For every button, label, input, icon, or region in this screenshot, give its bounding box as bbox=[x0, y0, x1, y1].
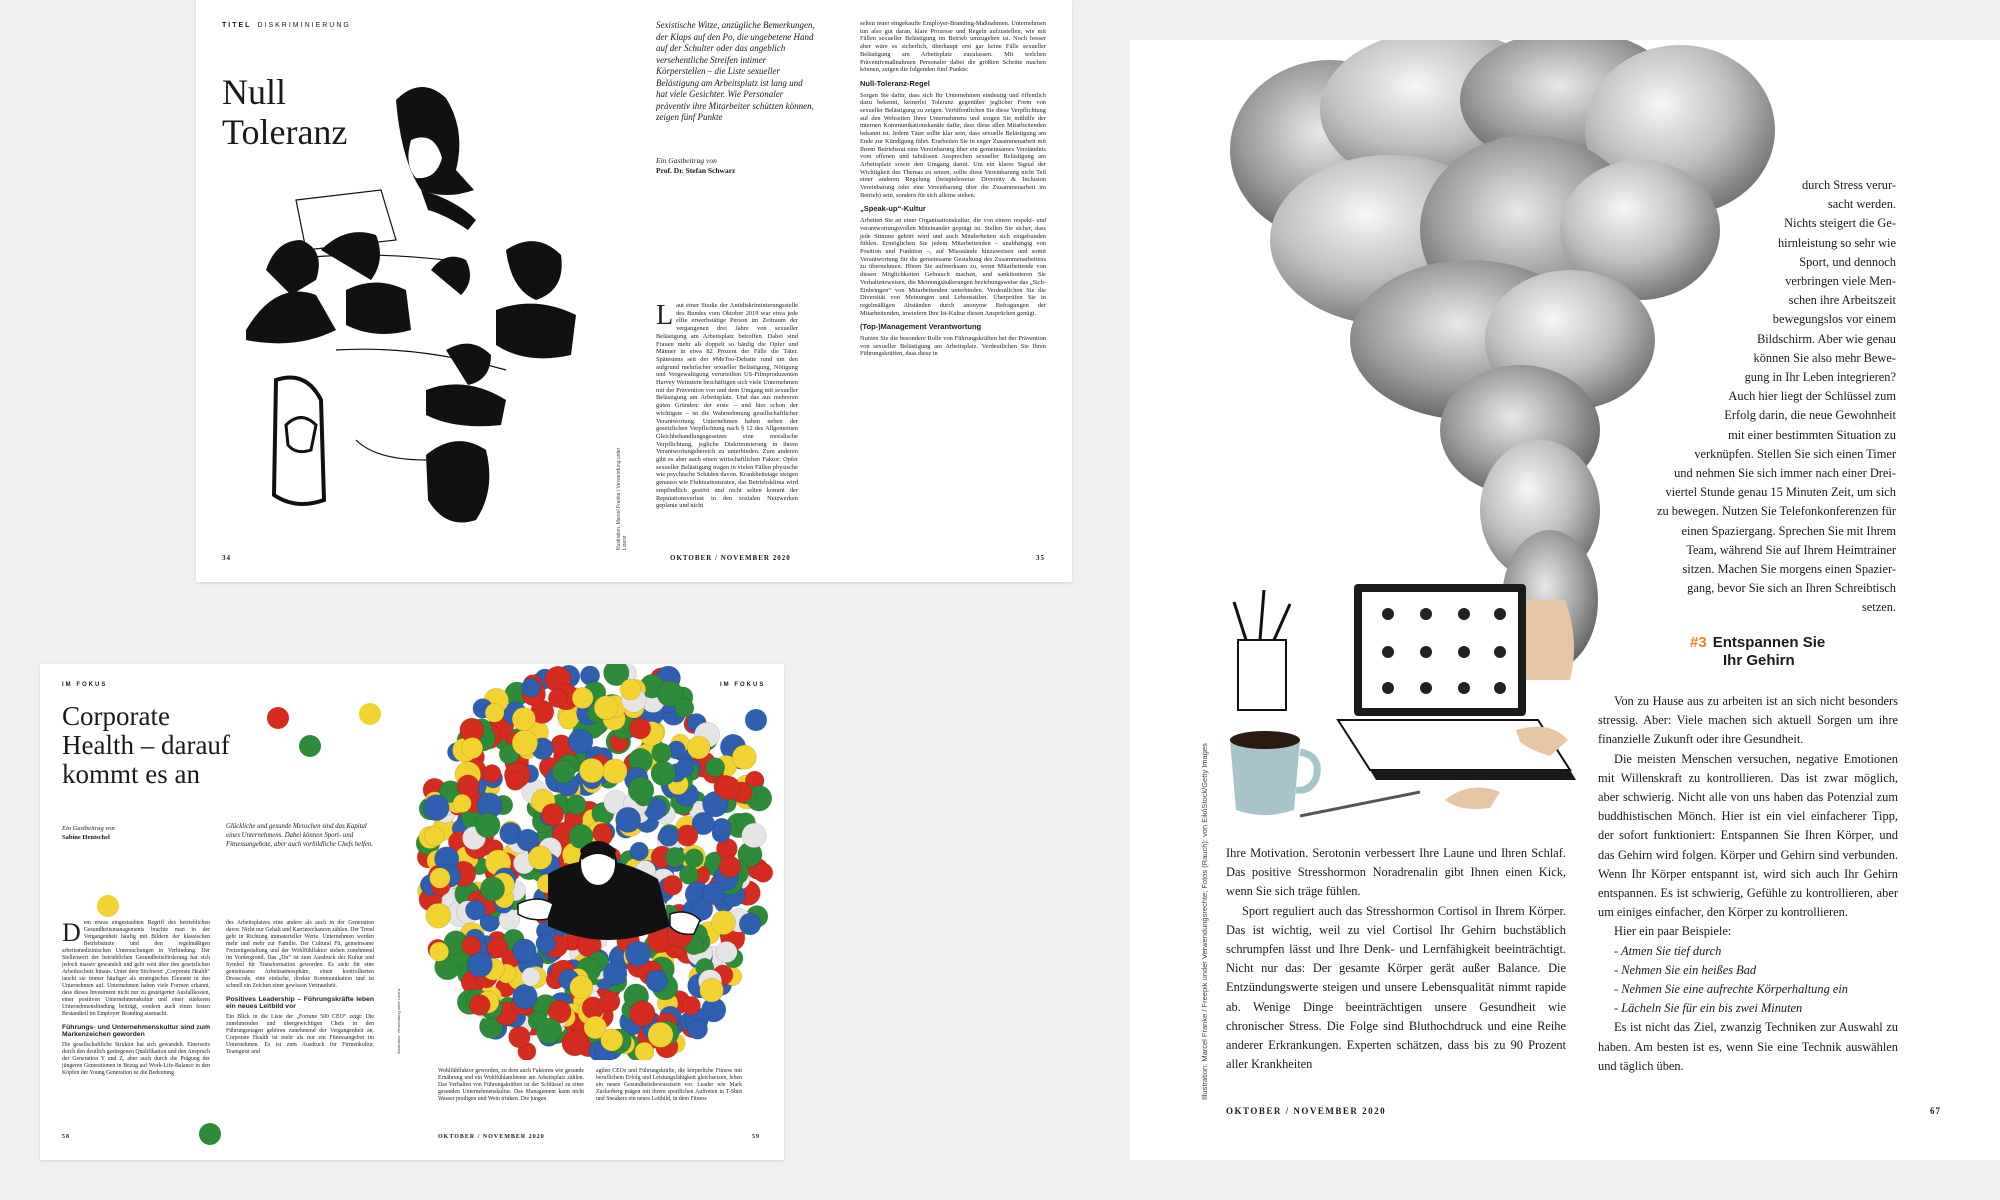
ball bbox=[676, 759, 694, 777]
right-top-line: und nehmen Sie sich immer nach einer Drei- bbox=[1674, 466, 1896, 481]
right-column-top bbox=[1566, 176, 1896, 618]
ball bbox=[712, 818, 731, 837]
subhead-1-text: Sorgen Sie dafür, dass sich Ihr Unternehmen eindeutig und öffentlich dazu bekennt, keinerlei Toleranz gegenüber jeglicher Form von sexueller Belästigung zu zeigen. Veröffentlichen Sie diese Verpflichtung auf den Webseiten Ihres Unternehmens und sorgen Sie mithilfe der internen Kommunikationskanäle dafür, dass diese allen Mitarbeitenden bekannt ist. Jedem Täter sollte klar sein, dass sexuelle Belästigung am Ende zur Kündigung führt. Erarbeiten Sie in enger Zusammenarbeit mit Ihrem Betriebsrat eine Vereinbarung über ein gemeinsames Verständnis vom offenen und tabulosen Ansprechen sexueller Belästigung am Arbeitsplatz sowie den Umgang damit. Um ein klares Signal der Wichtigkeit des Themas zu setzen, sollte diese Vereinbarung nicht Teil einer anderen Regelung (beispielsweise Diversity & Inclusion Vereinbarung oder eine Vereinbarung über die Zusammenarbeit im Betrieb) sein, sondern für sich alleine stehen. bbox=[860, 91, 1046, 199]
ball bbox=[753, 863, 772, 882]
subhead-management: (Top-)Management Verantwortung bbox=[860, 322, 982, 332]
ball bbox=[630, 842, 649, 861]
laptop-video-call-illustration bbox=[1220, 580, 1590, 840]
subhead-leadership: Positives Leadership – Führungskräfte leben ein neues Leitbild vor bbox=[226, 996, 374, 1010]
ball-pit-illustration bbox=[408, 664, 784, 1060]
ball bbox=[570, 976, 593, 999]
ball bbox=[716, 941, 737, 962]
ball bbox=[703, 882, 725, 904]
ball bbox=[675, 698, 694, 717]
page-number-left: 34 bbox=[222, 554, 231, 562]
ball bbox=[548, 689, 567, 708]
ball bbox=[662, 875, 682, 895]
byline-name: Prof. Dr. Stefan Schwarz bbox=[656, 166, 736, 175]
right-top-line: hirnleistung so sehr wie bbox=[1777, 235, 1896, 250]
ball bbox=[682, 996, 701, 1015]
ball bbox=[483, 765, 501, 783]
byline-label: Ein Gastbeitrag von bbox=[656, 156, 717, 165]
article-column-2 bbox=[860, 20, 1046, 360]
ball bbox=[600, 991, 620, 1011]
office-people-illustration bbox=[206, 80, 626, 550]
kicker-left: IM FOKUS bbox=[62, 682, 108, 688]
paragraph-3: Hier ein paar Beispiele: bbox=[1614, 924, 1732, 939]
ball bbox=[679, 865, 698, 884]
paragraph-4: Es ist nicht das Ziel, zwanzig Techniken zur Auswahl zu haben. Am besten ist es, wenn Sie eine Technik auswählen und täglich üben. bbox=[1598, 1020, 1898, 1073]
ball bbox=[509, 1026, 531, 1048]
ball bbox=[453, 794, 471, 812]
right-top-line: verbringen viele Men- bbox=[1785, 274, 1896, 289]
ball bbox=[635, 1042, 654, 1060]
ball bbox=[512, 707, 535, 730]
right-top-line: gung in Ihr Leben integrieren? bbox=[1744, 370, 1896, 385]
right-top-line: einen Spaziergang. Sprechen Sie mit Ihrem bbox=[1681, 523, 1896, 538]
example-1: - Atmen Sie tief durch bbox=[1614, 943, 1722, 958]
right-top-line: Auch hier liegt der Schlüssel zum bbox=[1728, 389, 1896, 404]
ball bbox=[685, 849, 704, 868]
page-number-right: 59 bbox=[752, 1134, 760, 1140]
subhead-speak-up: „Speak-up“-Kultur bbox=[860, 204, 926, 214]
ball bbox=[652, 743, 672, 763]
pen-holder bbox=[1234, 590, 1290, 710]
ball bbox=[687, 736, 710, 759]
section-number: #3 bbox=[1690, 634, 1707, 651]
ball bbox=[558, 709, 578, 729]
paragraph-2: Die meisten Menschen versuchen, negative Emotionen mit Willenskraft zu kontrollieren. Das ist zwar möglich, aber schwierig. Nicht alle von uns haben das Potenzial zum buddhistischen Mönch. Hier ist ein viel einfacherer Tipp, der sofort funktioniert: Entspannen Sie Ihren Körper, und das Gehirn wird folgen. Körper und Gehirn sind verbunden. Wenn Ihr Körper entspannt ist, wird sich auch Ihr Gehirn entspannen. Es ist schwierig, Gefühle zu kontrollieren, aber um einiges einfacher, den Körper zu kontrollieren. bbox=[1598, 751, 1898, 920]
ball bbox=[462, 936, 481, 955]
ball bbox=[602, 759, 627, 784]
ball bbox=[475, 813, 500, 838]
ball bbox=[719, 856, 741, 878]
ball bbox=[423, 795, 449, 821]
dropcap: D bbox=[62, 918, 81, 947]
right-top-line: Erfolg darin, die neue Gewohnheit bbox=[1724, 408, 1896, 423]
ball bbox=[572, 687, 593, 708]
ball bbox=[513, 984, 538, 1009]
section-title-line-1: Entspannen Sie bbox=[1712, 634, 1826, 651]
ball bbox=[616, 807, 641, 832]
ball bbox=[620, 679, 641, 700]
ball bbox=[521, 678, 540, 697]
right-top-line: durch Stress verur- bbox=[1801, 178, 1896, 192]
right-top-line: Sport, und dennoch bbox=[1799, 254, 1896, 269]
laptop bbox=[1338, 584, 1576, 809]
title-line-2: Health – darauf bbox=[62, 730, 230, 760]
illustration-credit: Illustration: Marcel Franke / Verwendung unter Lizenz bbox=[616, 447, 628, 550]
ball bbox=[579, 758, 604, 783]
ball bbox=[567, 795, 587, 815]
paragraph-1: Von zu Hause aus zu arbeiten ist an sich nicht besonders stressig. Aber: Viele machen sich aktuell Sorgen um ihre finanzielle Zukunft oder ihre Gesundheit. bbox=[1598, 694, 1898, 747]
ball bbox=[430, 868, 451, 889]
col1-text: em etwas eingestaubten Begriff des betrieblichen Gesundheitsmanagements brachte man in der Vergangenheit häufig mit Bildern der klassischen Betriebsärzte und den regelmäßigen arbeitsmedizinischen Untersuchungen in Verbindung. Der Stellenwert der betrieblichen Gesundheitsförderung hat sich jedoch massiv gewandelt und geht weit über den gesetzlichen Arbeitsschutz hinaus. Unter dem Stichwort „Corporate Health“ taucht sie immer häufiger als strategisches Element in den Unternehmen auf. Unternehmen haben viele Formen erkannt, dass dieses Investment nicht nur zu gesteigerter Ausfallkosten, einer positiven Unternehmenskultur und einer stärkeren Unternehmensbindung beiträgt, sondern auch einen festen Bestandteil im Employer Branding ausmacht. bbox=[62, 920, 210, 1017]
ball bbox=[739, 913, 761, 935]
ball bbox=[646, 970, 668, 992]
right-top-line: sitzen. Machen Sie morgens einen Spazier- bbox=[1682, 562, 1896, 577]
ball bbox=[542, 804, 564, 826]
title-line-1: Null bbox=[222, 72, 287, 112]
right-top-line: verknüpfen. Stellen Sie sich einen Timer bbox=[1694, 446, 1896, 461]
ball bbox=[513, 939, 537, 963]
left-paragraph-2: Sport reguliert auch das Stresshormon Cortisol in Ihrem Körper. Das ist wichtig, weil zu viel Cortisol Ihr Gehirn buchstäblich schrumpfen lässt und Ihre Denk- und Lernfähigkeit beeinträchtigt. Nicht nur das: Der gesamte Körper gerät außer Balance. Die Entzündungswerte steigen und unsere Lebensqualität nimmt rapide ab. Wenige Dinge beeinträchtigen unsere Gesundheit wie chronischer Stress. Die Folge sind Bluthochdruck und eine Reihe anderer Erkrankungen. Experten schätzen, dass bis zu 90 Prozent aller Krankheiten bbox=[1226, 903, 1566, 1072]
title-line-3: kommt es an bbox=[62, 759, 200, 789]
magazine-page-entspannen bbox=[1130, 40, 2000, 1160]
kicker-section: TITEL bbox=[222, 22, 252, 29]
ball bbox=[457, 775, 479, 797]
issue-date: OKTOBER / NOVEMBER 2020 bbox=[1226, 1106, 1387, 1116]
issue-date: OKTOBER / NOVEMBER 2020 bbox=[670, 554, 791, 562]
title-line-2: Toleranz bbox=[222, 112, 348, 152]
ball bbox=[630, 1001, 655, 1026]
ball bbox=[651, 761, 676, 786]
ball bbox=[594, 696, 618, 720]
ball bbox=[487, 938, 508, 959]
ball bbox=[562, 1030, 588, 1056]
right-top-line: mit einer bestimmten Situation zu bbox=[1728, 427, 1896, 442]
illustration-credit: Illustration: Verwendung unter Lizenz bbox=[396, 988, 401, 1054]
bottom-column-2: agilen CEOs und Führungskräfte, die körperliche Fitness mit beruflichem Erfolg und Leistungsfähigkeit gleichsetzen, leben ein neues Gesundheitsbewusstsein vor. Leader wie Mark Zuckerberg prägen mit ihrem sportlichen Auftreten in T-Shirt und Sneakers ein neues Leitbild, in dem Fitness bbox=[596, 1068, 742, 1102]
col1-text: aut einer Studie der Antidiskriminierungsstelle des Bundes vom Oktober 2019 war etwa jede elfte erwerbstätige Person im Zeitraum der vergangenen drei Jahre von sexueller Belästigung am Arbeitsplatz betroffen. Dabei sind Frauen mehr als doppelt so häufig die Opfer und Männer in etwa 82 Prozent der Fälle die Täter. Spätestens seit der #MeToo-Debatte rund um den aufgrund mehrfacher sexueller Belästigung, Nötigung und Vergewaltigung verurteilten US-Filmproduzenten Harvey Weinstein beschäftigen sich viele Unternehmen mit der Prävention von und dem Umgang mit sexueller Belästigung am Arbeitsplatz. Und das aus mehreren guten Gründen: der erste – und hier schon der wichtigste – ist die Wahrnehmung gesellschaftlicher Verantwortung. Unternehmen haben neben der gesetzlichen Verpflichtung nach § 12 des Allgemeinen Gleichbehandlungsgesetzes eine moralische Verpflichtung, jegliche Diskriminierung in ihrem Verantwortungsbereich zu unterbinden. Zum anderen gibt es aber auch einen wirtschaftlichen Faktor: Opfer sexueller Belästigung tragen in vielen Fällen physische wie psychische Schäden davon. Krankheitstage steigen genauso wie Fluktuationsraten, das Betriebsklima wird empfindlich gestört und nicht selten kommt der Reputationsverlust in den sozialen Netzwerken geplante und nicht bbox=[656, 302, 798, 510]
ball bbox=[506, 771, 525, 790]
ball bbox=[603, 962, 627, 986]
col2-text: des Arbeitsplatzes eine andere als auch in der Generation davor. Nicht nur Gehalt und Karrierechancen zählen. Der Trend geht in Richtung immaterieller Werte. Unternehmen werden mehr und mehr zur Familie. Der Cultural Fit, gemeinsame Freizeitgestaltung und der Wohlfühlfaktor stehen zunehmend im Vordergrund. Das „Du“ ist zum Ausdruck der Kultur und Symbol für Transformation geworden. Es steht für eine gemeinsame Arbeitsatmosphäre, einen kontrollierten Dresscode, eine einfache, direkte Kommunikation und ist schnell ein Zeichen einer gewissen Vertrautheit. bbox=[226, 920, 374, 989]
right-top-line: bewegungslos vor einem bbox=[1772, 312, 1896, 327]
ball bbox=[688, 1019, 708, 1039]
example-4: - Lächeln Sie für ein bis zwei Minuten bbox=[1614, 1001, 1803, 1016]
article-column-1 bbox=[656, 302, 798, 510]
right-top-line: sacht werden. bbox=[1827, 197, 1896, 212]
ball bbox=[528, 846, 552, 870]
ball bbox=[742, 823, 767, 848]
section-title-line-2: Ihr Gehirn bbox=[1723, 652, 1795, 669]
ball bbox=[536, 934, 556, 954]
right-top-line: können Sie also mehr Bewe- bbox=[1753, 350, 1896, 365]
ball bbox=[425, 827, 445, 847]
ball bbox=[426, 903, 451, 928]
ball bbox=[462, 738, 483, 759]
ball bbox=[465, 900, 485, 920]
section-heading bbox=[1690, 634, 1825, 670]
right-top-line: viertel Stunde genau 15 Minuten Zeit, um sich bbox=[1665, 485, 1896, 500]
bottom-column-1: Wohlfühlfaktor geworden, zu dem auch Faktoren wie gesunde Ernährung und ein Wohlfühlambiente am Arbeitsplatz zählen. Das Verhalten von Führungskräften ist der Schlüssel zu einer gesunden Unternehmenskultur. Das Management kann nicht Wasser predigen und Wein trinken. Die jungen bbox=[438, 1068, 584, 1102]
ball bbox=[485, 703, 504, 722]
page-number-right: 35 bbox=[1036, 554, 1045, 562]
issue-date: OKTOBER / NOVEMBER 2020 bbox=[438, 1134, 545, 1140]
left-paragraph-1: Ihre Motivation. Serotonin verbessert Ihre Laune und Ihren Schlaf. Das positive Stresshormon Noradrenalin gibt Ihnen einen Kick, wenn Sie sich träge fühlen. bbox=[1226, 846, 1566, 899]
subhead-left-text: Die gesellschaftliche Struktur hat sich gewandelt. Einerseits durch den deutlich gestiegenen Qualifikation und den Anspruch der Generation Y und Z, aber auch durch die Prägung der jüngeren Generationen in Bezug auf Work-Life-Balance in den Köpfen der Young Generation ist die Bedeutung bbox=[62, 1042, 210, 1076]
ball bbox=[732, 745, 756, 769]
article-column-1 bbox=[62, 920, 210, 1079]
example-3: - Nehmen Sie eine aufrechte Körperhaltung ein bbox=[1614, 982, 1848, 997]
ball bbox=[706, 758, 725, 777]
article-lead: Sexistische Witze, anzügliche Bemerkungen, der Klaps auf den Po, die ungebetene Hand auf der Schulter oder das angeblich versehentliche Streifen intimer Körperstellen – die Liste sexueller Belästigung am Arbeitsplatz ist lang und hat viele Gesichter. Wie Personaler präventiv ihre Mitarbeiter schützen können, zeigen fünf Punkte bbox=[656, 20, 815, 122]
subhead-2-text: Arbeiten Sie an einer Organisationskultur, die von einem respekt- und verantwortungsvollen Miteinander geprägt ist. Stellen Sie sicher, dass jede Stimme gehört wird und auch Minderheiten sich eingebunden fühlen. Ermöglichen Sie jedem Mitarbeitenden – unabhängig von Position und Funktion –, auf Missstände hinzuweisen und somit Verantwortung für die gemeinsame Gestaltung des Zusammenarbeitens zu übernehmen. Hören Sie aufmerksam zu, wenn Mitarbeitende von diesen Möglichkeiten Gebrauch machen, und sanktionieren Sie Verhaltensweisen, die Meinungsäußerungen beziehungsweise das „Sich-Einbringen“ von Mitarbeitenden unterbinden. Verdeutlichen Sie die Diversität von Meinungen und Lebensstilen. Überprüfen Sie in regelmäßigen Abständen durch anonyme Befragungen der Mitarbeitenden, inwiefern Ihre Ist-Kultur diesen Ansprüchen genügt. bbox=[860, 217, 1046, 317]
ball bbox=[480, 877, 504, 901]
right-top-line: zu bewegen. Nutzen Sie Telefonkonferenzen für bbox=[1656, 504, 1896, 519]
ball bbox=[512, 730, 538, 756]
ball bbox=[677, 825, 698, 846]
right-top-line: setzen. bbox=[1861, 600, 1896, 615]
section-kicker bbox=[222, 22, 351, 29]
subhead-null-toleranz: Null-Toleranz-Regel bbox=[860, 78, 930, 88]
photo-credit: Illustration: Marcel Franke / Freepik under Verwendungsrechte; Fotos (Rauch): von Eik/iStock/Getty Images bbox=[1200, 743, 1209, 1100]
ball bbox=[522, 967, 541, 986]
byline-name: Sabine Hentschel bbox=[62, 834, 110, 841]
ball bbox=[469, 995, 490, 1016]
right-column-bottom bbox=[1598, 692, 1898, 1076]
article-lead: Glückliche und gesunde Menschen sind das Kapital eines Unternehmens. Dabei können Sport- und Fitnessangebote, aber auch vorbildliche Chefs helfen. bbox=[226, 823, 374, 848]
ball bbox=[628, 777, 654, 803]
ball bbox=[593, 823, 612, 842]
ball bbox=[468, 952, 493, 977]
kicker-right: IM FOKUS bbox=[720, 682, 766, 688]
example-2: - Nehmen Sie ein heißes Bad bbox=[1614, 962, 1757, 977]
title-line-1: Corporate bbox=[62, 701, 170, 731]
ball bbox=[536, 1018, 562, 1044]
right-top-line: gang, bevor Sie sich an Ihren Schreibtisch bbox=[1687, 581, 1896, 596]
subhead-right-text: Ein Blick in die Liste der „Fortune 500 CEO“ zeigt: Die zunehmenden und übergewichtigen Chefs in den Führungsetagen gehören zunehmend der Vergangenheit an. Corporate Health ist mehr als nur ein Fitnessangebot im Unternehmen. Es ist zum Ausdruck für Firmenkultur, Teamgeist und bbox=[226, 1014, 374, 1055]
magazine-spread-corporate-health bbox=[40, 664, 784, 1160]
subhead-fuehrung: Führungs- und Unternehmenskultur sind zum Markenzeichen geworden bbox=[62, 1024, 210, 1038]
ball bbox=[552, 760, 575, 783]
subhead-3-text: Nutzen Sie die besondere Rolle von Führungskräften bei der Prävention von sexueller Belästigung am Arbeitsplatz. Verdeutlichen Sie Ihren Führungskräften, dass diese in bbox=[860, 335, 1046, 358]
ball bbox=[630, 718, 651, 739]
ball bbox=[716, 776, 740, 800]
ball bbox=[601, 1029, 623, 1051]
right-top-line: Team, während Sie auf Ihrem Heimtrainer bbox=[1686, 542, 1896, 557]
byline bbox=[656, 156, 735, 176]
page-number-left: 58 bbox=[62, 1134, 70, 1140]
ball bbox=[700, 978, 724, 1002]
right-top-line: Bildschirm. Aber wie genau bbox=[1756, 331, 1896, 346]
col2-intro: selten teuer eingekaufte Employer-Branding-Maßnahmen. Unternehmen tun also gut daran, klare Prozesse und Regeln aufzustellen, wie mit Fällen sexueller Belästigung im Betrieb umzugehen ist. Noch besser aber wäre es sicherlich, überhaupt erst gar keine Fälle sexueller Belästigung am Arbeitsplatz zuzulassen. Mit welchen Präventivmaßnahmen Personaler dabei die größten Schritte machen können, zeigen die folgenden fünf Punkte: bbox=[860, 20, 1046, 74]
dropcap: L bbox=[656, 300, 674, 331]
ball bbox=[711, 911, 735, 935]
ball bbox=[625, 941, 650, 966]
kicker-topic: DISKRIMINIERUNG bbox=[257, 22, 351, 29]
magazine-spread-null-toleranz bbox=[196, 0, 1072, 582]
left-column bbox=[1226, 844, 1566, 1074]
ball bbox=[658, 826, 678, 846]
right-top-line: schen ihre Arbeitszeit bbox=[1788, 293, 1896, 308]
ball bbox=[648, 1022, 673, 1047]
article-column-2 bbox=[226, 920, 374, 1058]
page-number: 67 bbox=[1930, 1106, 1941, 1116]
ball bbox=[665, 847, 685, 867]
ball bbox=[429, 942, 448, 961]
byline-label: Ein Gastbeitrag von bbox=[62, 825, 115, 832]
right-top-line: Nichts steigert die Ge- bbox=[1784, 216, 1896, 231]
